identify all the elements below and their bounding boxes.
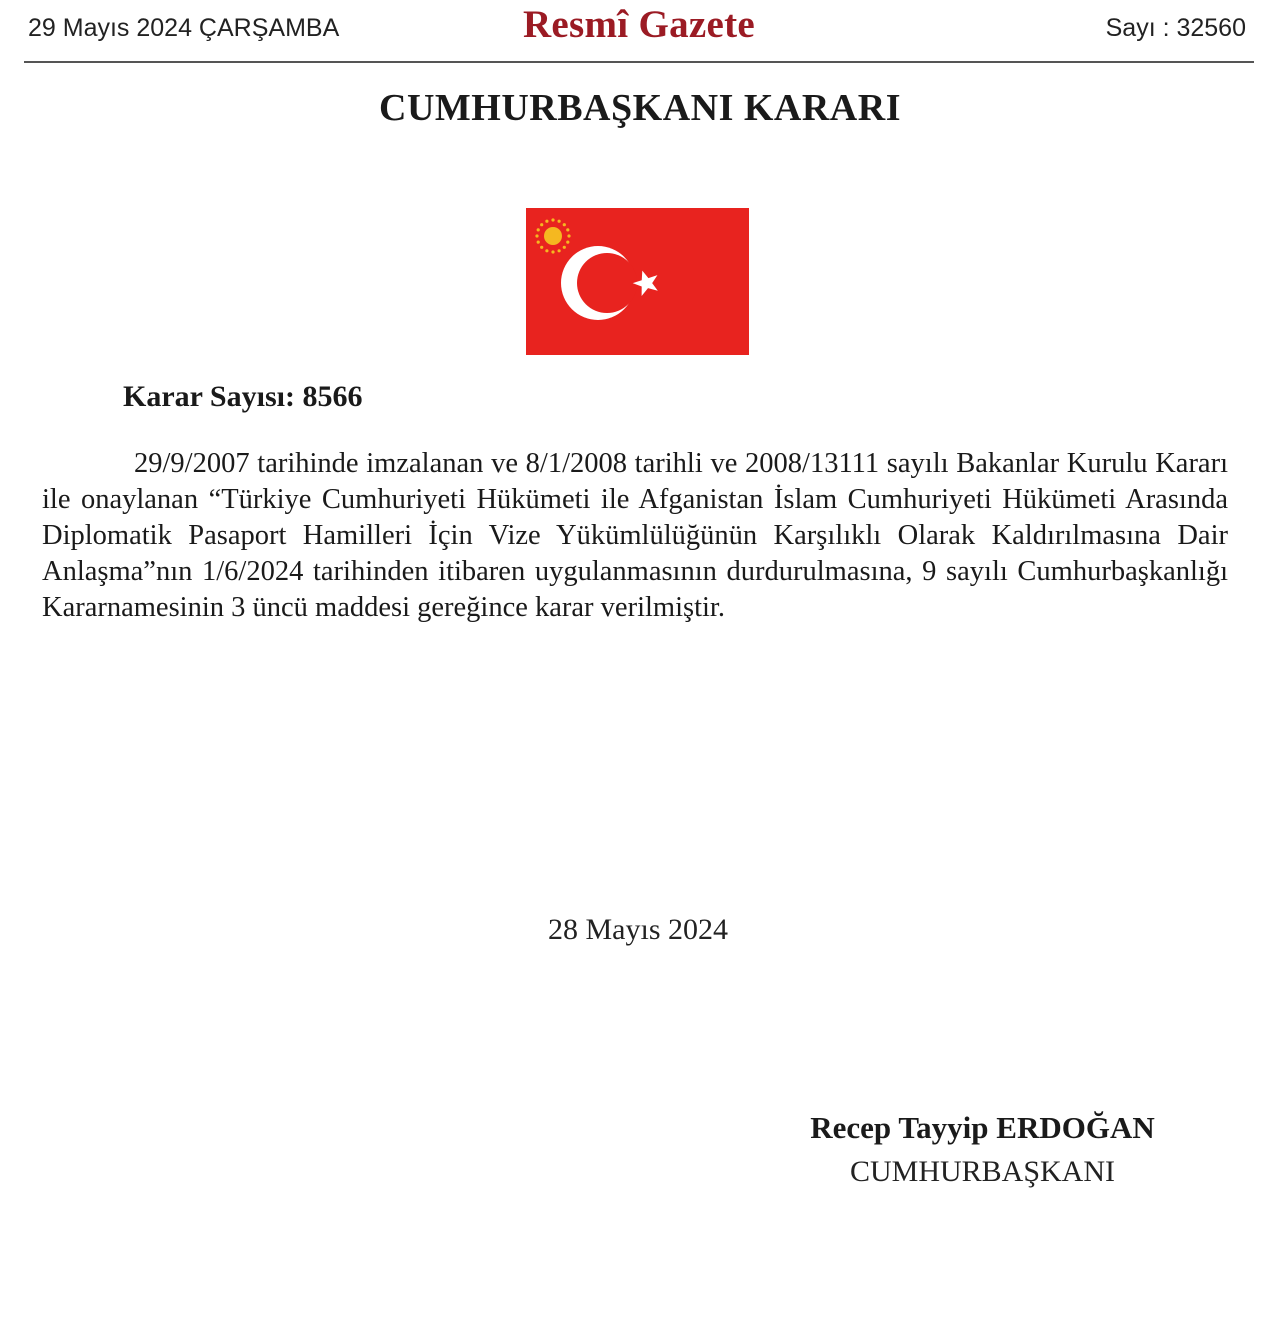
header-divider — [24, 61, 1254, 63]
document-title: CUMHURBAŞKANI KARARI — [379, 87, 901, 129]
gazette-header — [24, 0, 1254, 62]
issue-date: 29 Mayıs 2024 ÇARŞAMBA — [28, 14, 340, 42]
signatory-title: CUMHURBAŞKANI — [849, 1155, 1116, 1188]
decision-body: 29/9/2007 tarihinde imzalanan ve 8/1/2008 tarihli ve 2008/13111 sayılı Bakanlar Kurulu Kararı ile onaylanan “Türkiye Cumhuriyeti Hükümeti ile Afganistan İslam Cumhuriyeti Hükümeti Arasında Diplomatik Pasaport Hamilleri İçin Vize Yükümlülüğünün Karşılıklı Olarak Kaldırılmasına Dair Anlaşma”nın 1/6/2024 tarihinden itibaren uygulanmasının durdurulmasına, 9 sayılı Cumhurbaşkanlığı Kararnamesinin 3 üncü maddesi gereğince karar verilmiştir. — [42, 448, 1228, 623]
gazette-title: Resmî Gazete — [522, 3, 756, 46]
decision-number: Karar Sayısı: 8566 — [123, 380, 363, 413]
signature-block — [780, 1106, 1185, 1194]
signatory-name: Recep Tayyip ERDOĞAN — [810, 1110, 1155, 1145]
signing-date: 28 Mayıs 2024 — [548, 913, 728, 946]
presidential-flag-icon — [526, 208, 749, 355]
issue-number: Sayı : 32560 — [1105, 14, 1246, 42]
